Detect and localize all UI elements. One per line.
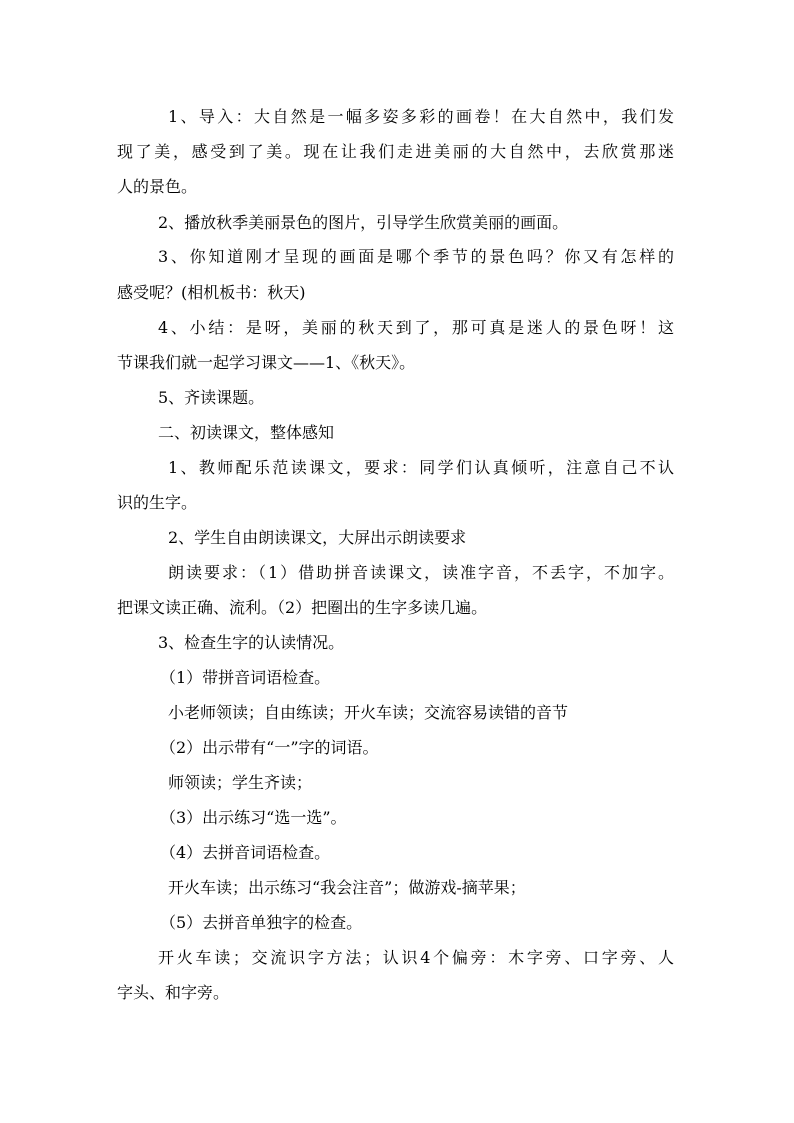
step-2-heading: （2）出示带有“一”字的词语。 <box>160 738 379 757</box>
step-3-heading: （3）出示练习“选一选”。 <box>160 808 347 827</box>
step-5-heading: （5）去拼音单独字的检查。 <box>160 913 363 932</box>
section-heading-2: 二、初读课文，整体感知 <box>158 423 335 442</box>
paragraph-9-line-1: 开火车读；交流识字方法；认识4个偏旁：木字旁、口字旁、人 <box>158 948 674 967</box>
paragraph-4-line-1: 4、小结：是呀，美丽的秋天到了，那可真是迷人的景色呀！这 <box>158 318 674 337</box>
paragraph-2-line-1: 2、播放秋季美丽景色的图片，引导学生欣赏美丽的画面。 <box>158 213 569 232</box>
paragraph-3-line-2: 感受呢？(相机板书：秋天) <box>117 283 306 302</box>
reading-requirements-line-2: 把课文读正确、流利。（2）把圈出的生字多读几遍。 <box>117 598 488 617</box>
step-2-text: 师领读；学生齐读； <box>168 773 313 792</box>
paragraph-1-line-2: 现了美，感受到了美。现在让我们走进美丽的大自然中，去欣赏那迷 <box>117 142 674 161</box>
paragraph-1-line-1: 1、导入：大自然是一幅多姿多彩的画卷！在大自然中，我们发 <box>168 107 674 126</box>
paragraph-6-line-2: 识的生字。 <box>117 493 198 512</box>
paragraph-4-line-2: 节课我们就一起学习课文——1、《秋天》。 <box>117 353 416 372</box>
paragraph-8-line-1: 3、检查生字的认读情况。 <box>158 633 345 652</box>
paragraph-6-line-1: 1、教师配乐范读课文，要求：同学们认真倾听，注意自己不认 <box>168 458 674 477</box>
paragraph-1-line-3: 人的景色。 <box>117 177 198 196</box>
step-1-text: 小老师领读；自由练读；开火车读；交流容易读错的音节 <box>168 703 569 722</box>
paragraph-5-line-1: 5、齐读课题。 <box>158 388 265 407</box>
step-1-heading: （1）带拼音词语检查。 <box>160 668 331 687</box>
step-4-heading: （4）去拼音词语检查。 <box>160 843 331 862</box>
paragraph-9-line-2: 字头、和字旁。 <box>117 983 230 1002</box>
paragraph-7-line-1: 2、学生自由朗读课文，大屏出示朗读要求 <box>168 528 467 547</box>
reading-requirements-line-1: 朗读要求：（1）借助拼音读课文，读准字音，不丢字，不加字。 <box>168 563 674 582</box>
paragraph-3-line-1: 3、你知道刚才呈现的画面是哪个季节的景色吗？你又有怎样的 <box>158 247 674 266</box>
step-4-text: 开火车读；出示练习“我会注音”；做游戏-摘苹果； <box>168 878 526 897</box>
